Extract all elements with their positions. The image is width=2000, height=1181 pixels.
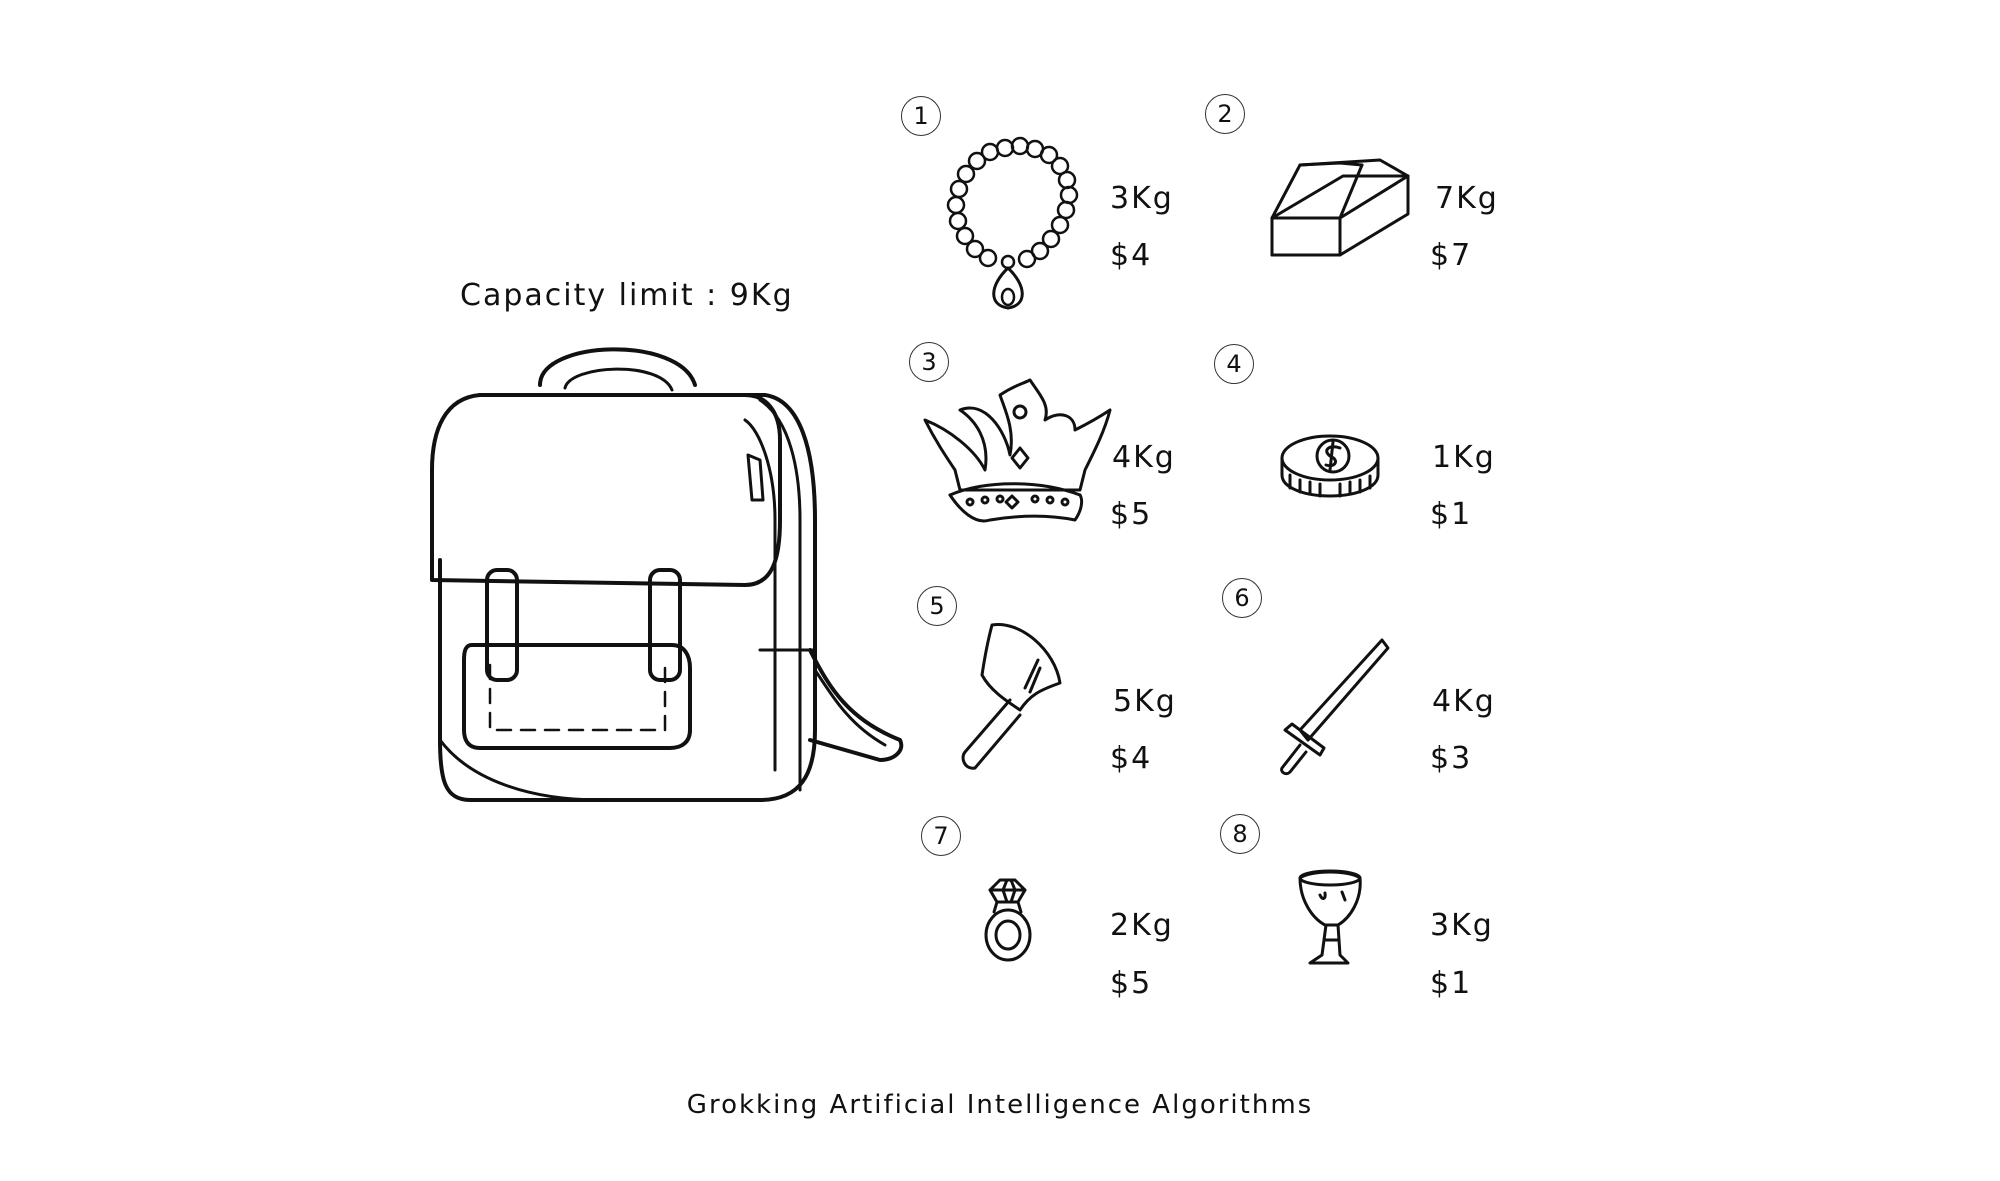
gold-bar-icon [1272,160,1408,255]
item-weight: 1Kg [1432,440,1496,475]
item-number-badge: 7 [921,816,961,856]
goblet-icon [1300,871,1360,963]
item-value: $4 [1110,238,1153,273]
item-value: $5 [1110,966,1153,1001]
pearl-necklace-icon [948,138,1077,308]
item-weight: 2Kg [1110,908,1174,943]
book-caption: Grokking Artificial Intelligence Algorithms [686,1090,1314,1120]
axe-icon [963,624,1060,768]
item-number-badge: 2 [1205,94,1245,134]
item-value: $7 [1430,238,1473,273]
capacity-label: Capacity limit : 9Kg [460,278,794,313]
item-number-badge: 3 [909,342,949,382]
ring-icon [986,880,1030,960]
sword-icon [1282,640,1388,774]
item-weight: 4Kg [1112,440,1176,475]
item-value: $1 [1430,966,1473,1001]
item-value: $4 [1110,741,1153,776]
item-weight: 3Kg [1110,181,1174,216]
item-weight: 3Kg [1430,908,1494,943]
item-number-badge: 5 [917,586,957,626]
item-value: $1 [1430,497,1473,532]
item-number-badge: 6 [1222,578,1262,618]
item-value: $5 [1110,497,1153,532]
backpack-icon [432,349,901,800]
item-number-badge: 4 [1214,344,1254,384]
item-value: $3 [1430,741,1473,776]
crown-icon [925,380,1110,521]
item-number-badge: 8 [1220,814,1260,854]
item-weight: 7Kg [1435,181,1499,216]
item-weight: 5Kg [1113,684,1177,719]
item-weight: 4Kg [1432,684,1496,719]
item-number-badge: 1 [901,96,941,136]
coin-icon [1282,436,1378,496]
